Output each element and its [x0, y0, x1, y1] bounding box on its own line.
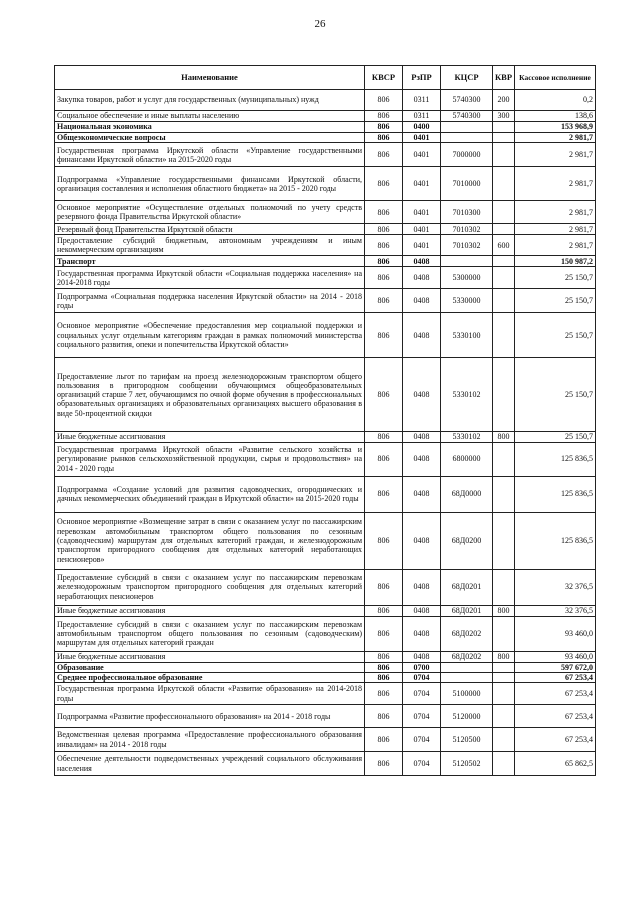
row-rzpr: 0704	[403, 728, 441, 752]
row-name: Подпрограмма «Создание условий для развития садоводческих, огороднических и дачных некоммерческих объединений граждан в Иркутской области» на 2015-2020 годы	[55, 476, 365, 512]
row-kvr: 200	[493, 90, 515, 111]
row-kcsr: 68Д0202	[441, 651, 493, 662]
row-kvsr: 806	[365, 313, 403, 358]
row-kvsr: 806	[365, 651, 403, 662]
row-kcsr: 6800000	[441, 442, 493, 476]
row-rzpr: 0408	[403, 476, 441, 512]
table-row	[55, 201, 596, 224]
row-rzpr: 0408	[403, 358, 441, 432]
row-kvsr: 806	[365, 672, 403, 682]
table-row	[55, 267, 596, 289]
row-name: Образование	[55, 662, 365, 672]
row-rzpr: 0704	[403, 672, 441, 682]
row-rzpr: 0401	[403, 167, 441, 201]
row-kvr	[493, 143, 515, 167]
row-amount: 153 968,9	[515, 122, 596, 133]
row-kcsr: 7010000	[441, 167, 493, 201]
table-row	[55, 616, 596, 651]
row-kcsr: 5330102	[441, 432, 493, 442]
row-kvr	[493, 662, 515, 672]
row-rzpr: 0408	[403, 289, 441, 313]
row-kcsr: 5120000	[441, 705, 493, 728]
row-amount: 25 150,7	[515, 289, 596, 313]
table-row	[55, 224, 596, 235]
row-kvr	[493, 683, 515, 705]
row-name: Иные бюджетные ассигнования	[55, 651, 365, 662]
table-row	[55, 442, 596, 476]
table-row	[55, 111, 596, 122]
row-kcsr: 5330000	[441, 289, 493, 313]
row-kvr	[493, 122, 515, 133]
row-kcsr: 68Д0201	[441, 605, 493, 616]
row-kcsr: 7010302	[441, 235, 493, 256]
row-kcsr: 7010302	[441, 224, 493, 235]
row-name: Закупка товаров, работ и услуг для государственных (муниципальных) нужд	[55, 90, 365, 111]
header-kvsr: КВСР	[365, 66, 403, 90]
row-kvr: 800	[493, 651, 515, 662]
row-kvsr: 806	[365, 705, 403, 728]
row-kvr	[493, 133, 515, 143]
row-name: Социальное обеспечение и иные выплаты населению	[55, 111, 365, 122]
row-kvsr: 806	[365, 476, 403, 512]
header-kvr: КВР	[493, 66, 515, 90]
row-kvr: 800	[493, 605, 515, 616]
row-rzpr: 0311	[403, 90, 441, 111]
row-kcsr: 68Д0202	[441, 616, 493, 651]
table-row	[55, 672, 596, 682]
row-kvsr: 806	[365, 90, 403, 111]
row-kcsr	[441, 256, 493, 267]
row-kcsr	[441, 122, 493, 133]
row-kvr	[493, 616, 515, 651]
row-rzpr: 0408	[403, 616, 441, 651]
row-name: Ведомственная целевая программа «Предоставление профессионального образования инвалидам» на 2014 - 2018 годы	[55, 728, 365, 752]
row-kvsr: 806	[365, 683, 403, 705]
header-rzpr: РзПР	[403, 66, 441, 90]
row-name: Национальная экономика	[55, 122, 365, 133]
row-rzpr: 0700	[403, 662, 441, 672]
header-name: Наименование	[55, 66, 365, 90]
row-name: Подпрограмма «Управление государственными финансами Иркутской области, организация составления и исполнения областного бюджета» на 2015 - 2020 годы	[55, 167, 365, 201]
row-kvr	[493, 476, 515, 512]
row-amount: 125 836,5	[515, 512, 596, 569]
row-name: Подпрограмма «Развитие профессионального образования» на 2014 - 2018 годы	[55, 705, 365, 728]
row-kcsr: 5740300	[441, 90, 493, 111]
table-row	[55, 235, 596, 256]
row-kvsr: 806	[365, 289, 403, 313]
row-kvr	[493, 358, 515, 432]
table-row	[55, 752, 596, 776]
row-name: Государственная программа Иркутской области «Развитие сельского хозяйства и регулирование рынков сельскохозяйственной продукции, сырья и продовольствия» на 2014 - 2020 годы	[55, 442, 365, 476]
row-rzpr: 0408	[403, 432, 441, 442]
row-rzpr: 0408	[403, 569, 441, 605]
table-row	[55, 512, 596, 569]
row-kvsr: 806	[365, 752, 403, 776]
row-name: Основное мероприятие «Возмещение затрат в связи с оказанием услуг по пассажирским перевозкам автомобильным транспортом общего пользования по сезонным (садоводческим) маршрутам для отдельных категорий граждан, и железнодорожным транспортом пригородного сообщения для отдельных категорий неработающих пенсионеров»	[55, 512, 365, 569]
row-kcsr: 5330102	[441, 358, 493, 432]
row-name: Общеэкономические вопросы	[55, 133, 365, 143]
row-kvsr: 806	[365, 256, 403, 267]
table-row	[55, 358, 596, 432]
row-kvsr: 806	[365, 267, 403, 289]
row-amount: 597 672,0	[515, 662, 596, 672]
budget-execution-table	[54, 65, 596, 776]
row-rzpr: 0401	[403, 235, 441, 256]
row-kvsr: 806	[365, 133, 403, 143]
row-kvsr: 806	[365, 111, 403, 122]
row-name: Предоставление субсидий бюджетным, автономным учреждениям и иным некоммерческим организациям	[55, 235, 365, 256]
row-kvsr: 806	[365, 512, 403, 569]
row-kvr: 300	[493, 111, 515, 122]
row-name: Среднее профессиональное образование	[55, 672, 365, 682]
table-row	[55, 476, 596, 512]
row-kcsr: 68Д0201	[441, 569, 493, 605]
row-amount: 93 460,0	[515, 651, 596, 662]
row-amount: 32 376,5	[515, 605, 596, 616]
row-rzpr: 0408	[403, 256, 441, 267]
table-row	[55, 90, 596, 111]
row-rzpr: 0408	[403, 512, 441, 569]
row-kcsr	[441, 133, 493, 143]
row-kcsr: 5740300	[441, 111, 493, 122]
row-kcsr: 68Д0000	[441, 476, 493, 512]
row-amount: 32 376,5	[515, 569, 596, 605]
row-kcsr: 5120500	[441, 728, 493, 752]
row-name: Подпрограмма «Социальная поддержка населения Иркутской области» на 2014 - 2018 годы	[55, 289, 365, 313]
row-rzpr: 0401	[403, 133, 441, 143]
row-rzpr: 0408	[403, 605, 441, 616]
row-amount: 67 253,4	[515, 672, 596, 682]
row-kvsr: 806	[365, 167, 403, 201]
row-amount: 25 150,7	[515, 358, 596, 432]
row-kvr	[493, 256, 515, 267]
row-name: Иные бюджетные ассигнования	[55, 432, 365, 442]
row-kcsr: 5120502	[441, 752, 493, 776]
row-amount: 2 981,7	[515, 201, 596, 224]
row-kcsr: 7000000	[441, 143, 493, 167]
row-name: Предоставление субсидий в связи с оказанием услуг по пассажирским перевозкам железнодорожным транспортом пригородного сообщения для отдельных категорий неработающих пенсионеров	[55, 569, 365, 605]
row-rzpr: 0408	[403, 313, 441, 358]
row-kvr	[493, 267, 515, 289]
row-kvsr: 806	[365, 143, 403, 167]
row-name: Иные бюджетные ассигнования	[55, 605, 365, 616]
row-kvr	[493, 728, 515, 752]
row-kvr	[493, 512, 515, 569]
row-amount: 25 150,7	[515, 432, 596, 442]
table-row	[55, 432, 596, 442]
row-amount: 93 460,0	[515, 616, 596, 651]
row-amount: 67 253,4	[515, 728, 596, 752]
row-name: Резервный фонд Правительства Иркутской области	[55, 224, 365, 235]
table-row	[55, 256, 596, 267]
row-kcsr: 5330100	[441, 313, 493, 358]
row-kcsr: 5100000	[441, 683, 493, 705]
row-name: Транспорт	[55, 256, 365, 267]
row-kvr	[493, 201, 515, 224]
row-rzpr: 0401	[403, 143, 441, 167]
table-row	[55, 143, 596, 167]
row-kvsr: 806	[365, 728, 403, 752]
row-kcsr	[441, 662, 493, 672]
row-kvsr: 806	[365, 569, 403, 605]
row-rzpr: 0704	[403, 683, 441, 705]
row-amount: 138,6	[515, 111, 596, 122]
row-kvsr: 806	[365, 122, 403, 133]
row-amount: 25 150,7	[515, 267, 596, 289]
row-rzpr: 0408	[403, 651, 441, 662]
row-rzpr: 0408	[403, 267, 441, 289]
table-row	[55, 728, 596, 752]
row-name: Предоставление льгот по тарифам на проезд железнодорожным транспортом общего пользования в пригородном сообщении обучающимся общеобразовательных организаций старше 7 лет, обучающимся по очной форме обучения в профессиональных образовательных организациях и образовательных организациях высшего образования в виде 50-процентной скидки	[55, 358, 365, 432]
row-kvr	[493, 167, 515, 201]
header-cash-execution: Кассовое исполнение	[515, 66, 596, 90]
table-row	[55, 705, 596, 728]
row-kvsr: 806	[365, 616, 403, 651]
row-kvsr: 806	[365, 432, 403, 442]
row-rzpr: 0311	[403, 111, 441, 122]
row-rzpr: 0401	[403, 201, 441, 224]
row-kvr: 800	[493, 432, 515, 442]
page-number: 26	[314, 18, 326, 30]
table-row	[55, 683, 596, 705]
table-row	[55, 167, 596, 201]
row-amount: 0,2	[515, 90, 596, 111]
table-row	[55, 122, 596, 133]
row-kvsr: 806	[365, 605, 403, 616]
row-kvr	[493, 224, 515, 235]
row-amount: 2 981,7	[515, 133, 596, 143]
row-amount: 2 981,7	[515, 224, 596, 235]
row-amount: 2 981,7	[515, 143, 596, 167]
table-row	[55, 662, 596, 672]
row-amount: 67 253,4	[515, 683, 596, 705]
row-kvr	[493, 752, 515, 776]
row-name: Основное мероприятие «Обеспечение предоставления мер социальной поддержки и социальных услуг отдельным категориям граждан в рамках полномочий министерства социального развития, опеки и попечительства Иркутской области»	[55, 313, 365, 358]
row-kvr: 600	[493, 235, 515, 256]
row-amount: 125 836,5	[515, 476, 596, 512]
table-row	[55, 313, 596, 358]
row-kvsr: 806	[365, 235, 403, 256]
row-name: Обеспечение деятельности подведомственных учреждений социального обслуживания населения	[55, 752, 365, 776]
row-kvr	[493, 705, 515, 728]
row-kvsr: 806	[365, 201, 403, 224]
row-kvsr: 806	[365, 224, 403, 235]
row-kvr	[493, 672, 515, 682]
row-name: Государственная программа Иркутской области «Развитие образования» на 2014-2018 годы	[55, 683, 365, 705]
row-rzpr: 0408	[403, 442, 441, 476]
header-kcsr: КЦСР	[441, 66, 493, 90]
row-kcsr: 68Д0200	[441, 512, 493, 569]
row-name: Государственная программа Иркутской области «Управление государственными финансами Иркутской области» на 2015-2020 годы	[55, 143, 365, 167]
row-name: Предоставление субсидий в связи с оказанием услуг по пассажирским перевозкам автомобильным транспортом общего пользования по сезонным (садоводческим) маршрутам для отдельных категорий граждан	[55, 616, 365, 651]
row-kcsr: 5300000	[441, 267, 493, 289]
row-kcsr	[441, 672, 493, 682]
row-name: Основное мероприятие «Осуществление отдельных полномочий по учету средств резервного фонда Правительства Иркутской области»	[55, 201, 365, 224]
row-amount: 125 836,5	[515, 442, 596, 476]
table-row	[55, 651, 596, 662]
row-kvr	[493, 313, 515, 358]
row-kvsr: 806	[365, 358, 403, 432]
row-rzpr: 0704	[403, 705, 441, 728]
row-name: Государственная программа Иркутской области «Социальная поддержка населения» на 2014-2018 годы	[55, 267, 365, 289]
row-kvsr: 806	[365, 662, 403, 672]
row-kcsr: 7010300	[441, 201, 493, 224]
row-amount: 67 253,4	[515, 705, 596, 728]
row-kvr	[493, 569, 515, 605]
row-rzpr: 0400	[403, 122, 441, 133]
row-kvr	[493, 442, 515, 476]
row-amount: 2 981,7	[515, 167, 596, 201]
row-rzpr: 0401	[403, 224, 441, 235]
row-kvsr: 806	[365, 442, 403, 476]
table-row	[55, 605, 596, 616]
row-amount: 25 150,7	[515, 313, 596, 358]
row-amount: 65 862,5	[515, 752, 596, 776]
table-row	[55, 289, 596, 313]
row-rzpr: 0704	[403, 752, 441, 776]
row-amount: 2 981,7	[515, 235, 596, 256]
table-header-row	[55, 66, 596, 90]
row-kvr	[493, 289, 515, 313]
row-amount: 150 987,2	[515, 256, 596, 267]
table-row	[55, 569, 596, 605]
table-row	[55, 133, 596, 143]
